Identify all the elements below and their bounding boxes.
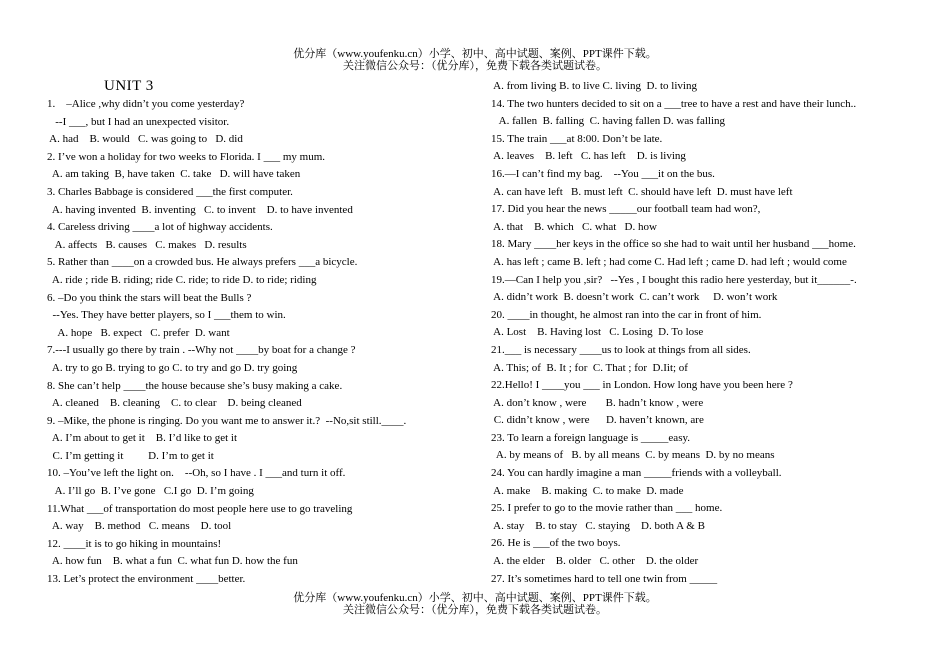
question-line: A. This; of B. It ; for C. That ; for D.Iit; of — [491, 361, 688, 374]
question-line: A. by means of B. by all means C. by means D. by no means — [491, 449, 775, 462]
question-line: A. that B. which C. what D. how — [491, 220, 657, 233]
question-line: 7.---I usually go there by train . --Why not ____by boat for a change ? — [47, 344, 356, 357]
question-line: 1. –Alice ,why didn’t you come yesterday? — [47, 98, 245, 110]
question-line: 27. It’s sometimes hard to tell one twin from _____ — [491, 572, 718, 585]
question-line: A. cleaned B. cleaning C. to clear D. being cleaned — [47, 397, 302, 410]
question-line: 2. I’ve won a holiday for two weeks to Florida. I ___ my mum. — [47, 150, 326, 163]
header-banner — [0, 48, 950, 72]
question-line: 5. Rather than ____on a crowded bus. He always prefers ___a bicycle. — [47, 256, 358, 269]
question-line: 13. Let’s protect the environment ____better. — [47, 573, 246, 586]
question-line: 21.___ is necessary ____us to look at things from all sides. — [491, 343, 751, 356]
question-line: 19.—Can I help you ,sir? --Yes , I bought this radio here yesterday, but it______-. — [491, 273, 857, 286]
question-line: A. try to go B. trying to go C. to try and go D. try going — [47, 361, 298, 374]
question-line: A. the elder B. older C. other D. the older — [491, 555, 699, 568]
question-line: 9. –Mike, the phone is ringing. Do you want me to answer it.? --No,sit still.____. — [47, 414, 407, 427]
footer-line-2: 关注微信公众号：（优分库），免费下载各类试题试卷。 — [343, 604, 607, 616]
question-line: A. leaves B. left C. has left D. is living — [491, 150, 686, 163]
question-line: 11.What ___of transportation do most people here use to go traveling — [47, 502, 353, 515]
question-line: A. didn’t work B. doesn’t work C. can’t work D. won’t work — [491, 291, 778, 304]
question-line: 25. I prefer to go to the movie rather than ___ home. — [491, 502, 723, 515]
question-line: 6. –Do you think the stars will beat the Bulls ? — [47, 291, 252, 304]
question-line: A. I’ll go B. I’ve gone C.I go D. I’m going — [47, 485, 254, 498]
question-line: 15. The train ___at 8:00. Don’t be late. — [491, 132, 663, 145]
header-line-1: 优分库（www.youfenku.cn）小学、初中、高中试题、案例、PPT课件下载。 — [293, 48, 657, 60]
question-line: 3. Charles Babbage is considered ___the first computer. — [47, 185, 293, 198]
question-line: A. Lost B. Having lost C. Losing D. To lose — [491, 326, 704, 339]
question-line: A. from living B. to live C. living D. to living — [491, 80, 697, 92]
question-line: 24. You can hardly imagine a man _____friends with a volleyball. — [491, 467, 782, 480]
question-line: 26. He is ___of the two boys. — [491, 537, 621, 550]
question-line: 10. –You’ve left the light on. --Oh, so I have . I ___and turn it off. — [47, 467, 346, 480]
header-line-2: 关注微信公众号：（优分库），免费下载各类试题试卷。 — [343, 60, 607, 72]
question-line: 23. To learn a foreign language is _____easy. — [491, 431, 691, 444]
question-line: --Yes. They have better players, so I ___them to win. — [47, 309, 286, 322]
question-line: A. am taking B, have taken C. take D. will have taken — [47, 168, 301, 181]
question-line: A. I’m about to get it B. I’d like to get it — [47, 432, 238, 445]
question-line: 14. The two hunters decided to sit on a ___tree to have a rest and have their lunch.. — [491, 97, 857, 110]
question-line: --I ___, but I had an unexpected visitor. — [47, 115, 230, 128]
question-line: 16.—I can’t find my bag. --You ___it on the bus. — [491, 167, 715, 180]
question-line: 22.Hello! I ____you ___ in London. How long have you been here ? — [491, 379, 793, 392]
question-line: A. having invented B. inventing C. to invent D. to have invented — [47, 203, 353, 216]
question-line: C. didn’t know , were D. haven’t known, are — [491, 414, 704, 427]
question-line: 4. Careless driving ____a lot of highway accidents. — [47, 221, 273, 234]
question-line: A. fallen B. falling C. having fallen D. was falling — [491, 115, 726, 128]
question-line: A. ride ; ride B. riding; ride C. ride; to ride D. to ride; riding — [47, 273, 317, 286]
footer-banner — [0, 592, 950, 616]
question-line: 12. ____it is to go hiking in mountains! — [47, 537, 222, 550]
question-line: 8. She can’t help ____the house because she’s busy making a cake. — [47, 379, 343, 392]
question-line: A. don’t know , were B. hadn’t know , were — [491, 396, 704, 409]
footer-line-1: 优分库（www.youfenku.cn）小学、初中、高中试题、案例、PPT课件下载。 — [293, 592, 657, 604]
left-column — [47, 96, 467, 589]
question-line: A. way B. method C. means D. tool — [47, 520, 232, 533]
question-line: C. I’m getting it D. I’m to get it — [47, 449, 214, 462]
question-line: 18. Mary ____her keys in the office so she had to wait until her husband ___home. — [491, 238, 856, 251]
question-line: 17. Did you hear the news _____our football team had won?, — [491, 203, 761, 216]
question-line: A. affects B. causes C. makes D. results — [47, 238, 247, 251]
question-line: A. how fun B. what a fun C. what fun D. how the fun — [47, 555, 298, 568]
question-line: 20. ____in thought, he almost ran into the car in front of him. — [491, 308, 762, 321]
question-line: A. can have left B. must left C. should have left D. must have left — [491, 185, 793, 198]
question-line: A. hope B. expect C. prefer D. want — [47, 326, 230, 339]
question-line: A. had B. would C. was going to D. did — [47, 133, 243, 146]
right-column — [491, 78, 911, 588]
question-line: A. has left ; came B. left ; had come C. Had left ; came D. had left ; would come — [491, 255, 847, 268]
unit-title: UNIT 3 — [104, 78, 154, 94]
question-line: A. stay B. to stay C. staying D. both A & B — [491, 519, 705, 532]
question-line: A. make B. making C. to make D. made — [491, 484, 684, 497]
